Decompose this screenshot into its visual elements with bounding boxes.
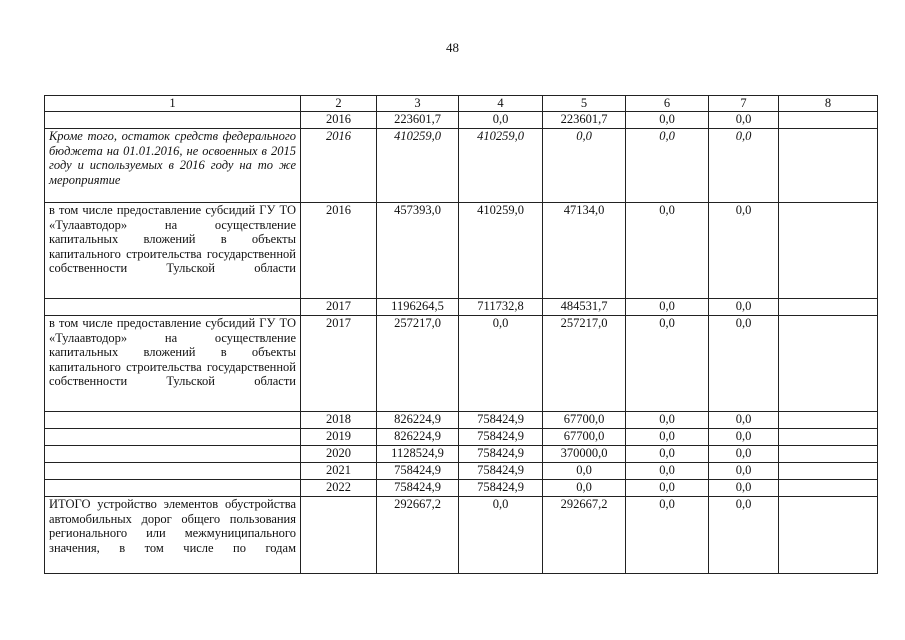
cell-col5: 0,0 (543, 463, 626, 480)
cell-col6: 0,0 (626, 480, 709, 497)
cell-col4: 0,0 (459, 497, 543, 574)
cell-col4: 0,0 (459, 112, 543, 129)
table-row (45, 203, 878, 299)
cell-col6: 0,0 (626, 412, 709, 429)
page-number: 48 (446, 40, 459, 55)
cell-col7: 0,0 (709, 429, 779, 446)
cell-col6: 0,0 (626, 429, 709, 446)
table-row (45, 463, 878, 480)
cell-col6: 0,0 (626, 129, 709, 203)
table-row (45, 412, 878, 429)
table-row (45, 429, 878, 446)
cell-col5: 0,0 (543, 129, 626, 203)
row-description (45, 429, 301, 446)
cell-year: 2017 (301, 316, 377, 412)
table-row (45, 112, 878, 129)
cell-total: 758424,9 (377, 480, 459, 497)
cell-total: 223601,7 (377, 112, 459, 129)
row-description (45, 412, 301, 429)
cell-col5: 484531,7 (543, 299, 626, 316)
cell-col8 (779, 129, 878, 203)
cell-col8 (779, 316, 878, 412)
cell-col4: 410259,0 (459, 203, 543, 299)
column-header: 5 (543, 96, 626, 112)
table-row (45, 316, 878, 412)
table-row-total (45, 497, 878, 574)
cell-col8 (779, 429, 878, 446)
cell-col7: 0,0 (709, 112, 779, 129)
cell-col7: 0,0 (709, 480, 779, 497)
cell-total: 292667,2 (377, 497, 459, 574)
cell-col4: 758424,9 (459, 446, 543, 463)
table-row (45, 446, 878, 463)
cell-col6: 0,0 (626, 299, 709, 316)
row-description (45, 446, 301, 463)
cell-col4: 758424,9 (459, 480, 543, 497)
cell-col4: 758424,9 (459, 429, 543, 446)
table-row (45, 299, 878, 316)
row-description: в том числе предоставление субсидий ГУ ТО «Тулаавтодор» на осуществление капитальных вложений в объекты капитального строительства государственной собственности Тульской области (45, 203, 301, 299)
cell-col4: 410259,0 (459, 129, 543, 203)
cell-col4: 758424,9 (459, 412, 543, 429)
cell-year: 2021 (301, 463, 377, 480)
cell-col6: 0,0 (626, 203, 709, 299)
column-header: 6 (626, 96, 709, 112)
cell-year: 2017 (301, 299, 377, 316)
cell-year: 2018 (301, 412, 377, 429)
cell-total: 826224,9 (377, 429, 459, 446)
cell-col6: 0,0 (626, 446, 709, 463)
cell-col7: 0,0 (709, 316, 779, 412)
cell-col5: 223601,7 (543, 112, 626, 129)
cell-col5: 292667,2 (543, 497, 626, 574)
cell-col7: 0,0 (709, 497, 779, 574)
cell-col6: 0,0 (626, 112, 709, 129)
cell-col5: 67700,0 (543, 412, 626, 429)
row-description (45, 480, 301, 497)
cell-col5: 257217,0 (543, 316, 626, 412)
column-header: 4 (459, 96, 543, 112)
cell-col4: 0,0 (459, 316, 543, 412)
cell-col6: 0,0 (626, 463, 709, 480)
cell-year: 2016 (301, 129, 377, 203)
cell-col5: 370000,0 (543, 446, 626, 463)
table-row (45, 129, 878, 203)
cell-col7: 0,0 (709, 203, 779, 299)
cell-total: 410259,0 (377, 129, 459, 203)
row-description (45, 112, 301, 129)
cell-col6: 0,0 (626, 316, 709, 412)
cell-year: 2019 (301, 429, 377, 446)
cell-col5: 67700,0 (543, 429, 626, 446)
column-header: 2 (301, 96, 377, 112)
cell-col8 (779, 112, 878, 129)
cell-total: 826224,9 (377, 412, 459, 429)
cell-year: 2016 (301, 203, 377, 299)
cell-total: 1196264,5 (377, 299, 459, 316)
cell-col4: 711732,8 (459, 299, 543, 316)
data-table (44, 95, 878, 574)
cell-col8 (779, 480, 878, 497)
cell-col8 (779, 463, 878, 480)
cell-total: 758424,9 (377, 463, 459, 480)
cell-year: 2016 (301, 112, 377, 129)
cell-total: 457393,0 (377, 203, 459, 299)
cell-col7: 0,0 (709, 129, 779, 203)
cell-col7: 0,0 (709, 446, 779, 463)
column-header: 3 (377, 96, 459, 112)
column-header: 8 (779, 96, 878, 112)
cell-col7: 0,0 (709, 299, 779, 316)
cell-col6: 0,0 (626, 497, 709, 574)
cell-col4: 758424,9 (459, 463, 543, 480)
cell-year: 2020 (301, 446, 377, 463)
table-header-row (45, 96, 878, 112)
cell-col5: 0,0 (543, 480, 626, 497)
cell-col8 (779, 412, 878, 429)
cell-col8 (779, 203, 878, 299)
row-description (45, 299, 301, 316)
cell-col8 (779, 497, 878, 574)
cell-col7: 0,0 (709, 463, 779, 480)
column-header: 7 (709, 96, 779, 112)
cell-col5: 47134,0 (543, 203, 626, 299)
table-row (45, 480, 878, 497)
row-description: в том числе предоставление субсидий ГУ ТО «Тулаавтодор» на осуществление капитальных вложений в объекты капитального строительства государственной собственности Тульской области (45, 316, 301, 412)
cell-year (301, 497, 377, 574)
column-header: 1 (45, 96, 301, 112)
cell-total: 257217,0 (377, 316, 459, 412)
cell-col7: 0,0 (709, 412, 779, 429)
cell-col8 (779, 299, 878, 316)
cell-total: 1128524,9 (377, 446, 459, 463)
cell-col8 (779, 446, 878, 463)
row-description (45, 463, 301, 480)
row-description: Кроме того, остаток средств федерального бюджета на 01.01.2016, не освоенных в 2015 году и используемых в 2016 году на то же мероприятие (45, 129, 301, 203)
row-description: ИТОГО устройство элементов обустройства автомобильных дорог общего пользования регионального или межмуниципального значения, в том числе по годам (45, 497, 301, 574)
cell-year: 2022 (301, 480, 377, 497)
